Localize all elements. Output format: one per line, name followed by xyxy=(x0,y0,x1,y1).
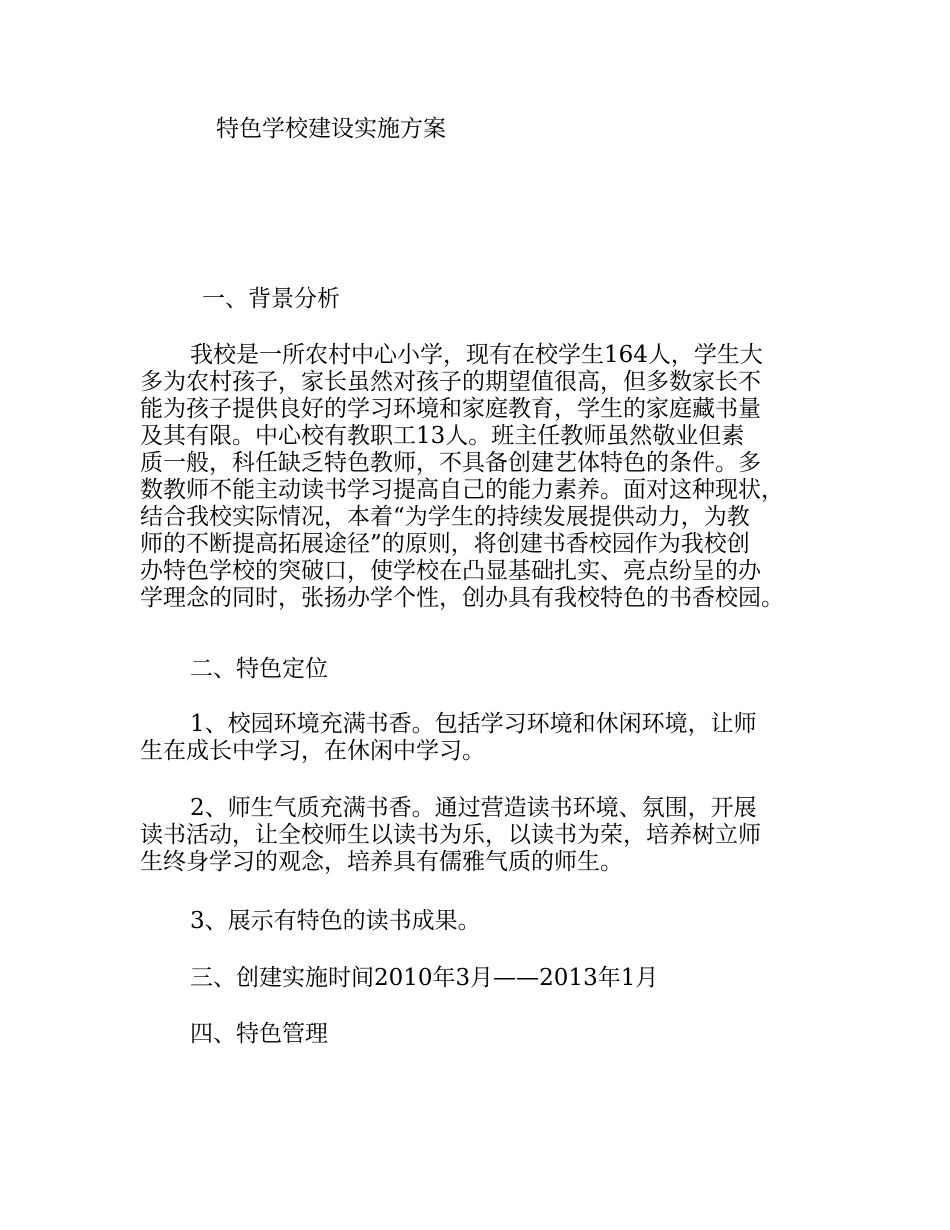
paragraph-line: 办特色学校的突破口，使学校在凸显基础扎实、亮点纷呈的办 xyxy=(140,558,761,584)
paragraph-line: 多为农村孩子，家长虽然对孩子的期望值很高，但多数家长不 xyxy=(140,369,761,395)
paragraph-line: 学理念的同时，张扬办学个性，创办具有我校特色的书香校园。 xyxy=(140,585,784,611)
paragraph-line: 师的不断提高拓展途径”的原则，将创建书香校园作为我校创 xyxy=(140,531,750,557)
positioning-item-2 xyxy=(140,795,840,876)
paragraph-line: 结合我校实际情况，本着“为学生的持续发展提供动力，为教 xyxy=(140,504,750,530)
paragraph-line: 2、师生气质充满书香。通过营造读书环境、氛围，开展 xyxy=(190,795,757,821)
document-title: 特色学校建设实施方案 xyxy=(216,116,446,142)
positioning-item-1 xyxy=(140,711,840,765)
paragraph-line: 数教师不能主动读书学习提高自己的能力素养。面对这种现状， xyxy=(140,477,784,503)
background-paragraph xyxy=(140,342,840,612)
section-heading-positioning: 二、特色定位 xyxy=(190,656,328,682)
paragraph-line: 我校是一所农村中心小学，现有在校学生164人，学生大 xyxy=(190,342,763,368)
paragraph-line: 质一般，科任缺乏特色教师，不具备创建艺体特色的条件。多 xyxy=(140,450,761,476)
paragraph-line: 生终身学习的观念，培养具有儒雅气质的师生。 xyxy=(140,849,623,875)
positioning-item-3: 3、展示有特色的读书成果。 xyxy=(190,908,481,934)
paragraph-line: 读书活动，让全校师生以读书为乐，以读书为荣，培养树立师 xyxy=(140,822,761,848)
section-heading-background: 一、背景分析 xyxy=(202,286,340,312)
paragraph-line: 及其有限。中心校有教职工13人。班主任教师虽然敬业但素 xyxy=(140,423,745,449)
paragraph-line: 1、校园环境充满书香。包括学习环境和休闲环境，让师 xyxy=(190,711,757,737)
section-heading-management: 四、特色管理 xyxy=(190,1021,328,1047)
section-heading-timeline: 三、创建实施时间2010年3月——2013年1月 xyxy=(190,965,659,991)
paragraph-line: 生在成长中学习，在休闲中学习。 xyxy=(140,738,485,764)
paragraph-line: 能为孩子提供良好的学习环境和家庭教育，学生的家庭藏书量 xyxy=(140,396,761,422)
